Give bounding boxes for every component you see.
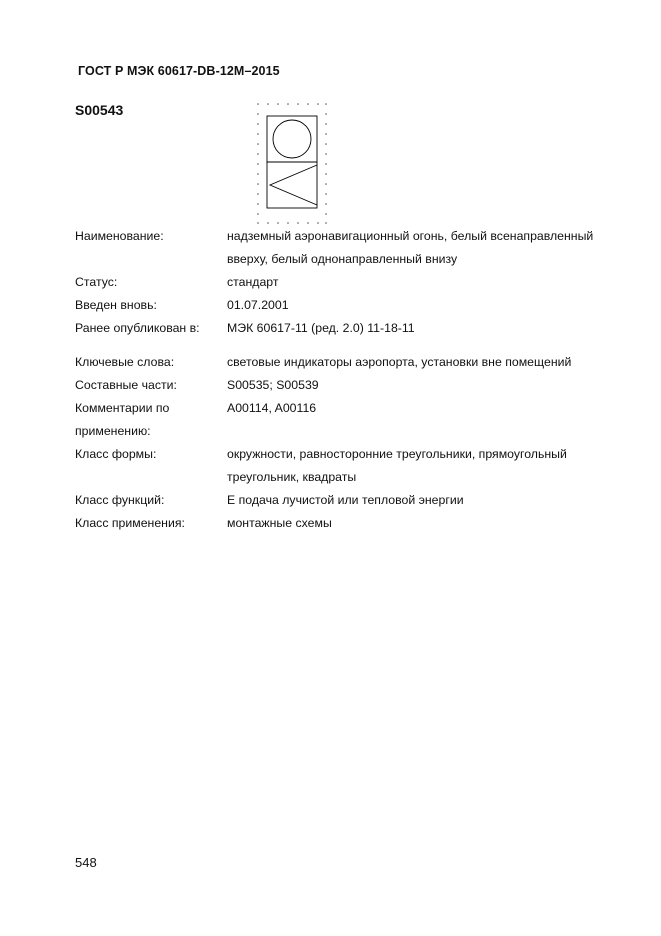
property-label: Статус: <box>75 275 118 289</box>
property-label: Класс формы: <box>75 447 157 461</box>
document-header: ГОСТ Р МЭК 60617-DB-12M–2015 <box>78 64 280 78</box>
property-value: S00535; S00539 <box>227 378 319 392</box>
property-row-shape-class <box>75 443 595 489</box>
grid-dots <box>257 103 327 224</box>
property-value: A00114, A00116 <box>227 401 317 415</box>
property-label: Ключевые слова: <box>75 355 175 369</box>
property-row-name <box>75 225 595 271</box>
property-label: Комментарии по применению: <box>75 401 170 438</box>
property-row-application-class <box>75 512 595 535</box>
unidirectional-triangle <box>270 165 317 205</box>
property-value: окружности, равносторонние треугольники, прямоугольный треугольник, квадраты <box>227 447 567 484</box>
property-row-introduced <box>75 294 595 317</box>
light-symbol <box>267 116 317 208</box>
lower-square <box>267 162 317 208</box>
property-row-components <box>75 374 595 397</box>
property-label: Класс применения: <box>75 516 185 530</box>
property-label: Наименование: <box>75 229 164 243</box>
property-value: световые индикаторы аэропорта, установки вне помещений <box>227 355 572 369</box>
property-value: стандарт <box>227 275 279 289</box>
property-value: монтажные схемы <box>227 516 332 530</box>
property-row-keywords <box>75 351 595 374</box>
omnidirectional-circle <box>273 120 311 158</box>
property-label: Введен вновь: <box>75 298 157 312</box>
property-row-status <box>75 271 595 294</box>
property-label: Класс функций: <box>75 493 165 507</box>
symbol-id: S00543 <box>75 102 124 118</box>
property-value: МЭК 60617-11 (ред. 2.0) 11-18-11 <box>227 321 415 335</box>
property-row-function-class <box>75 489 595 512</box>
property-label: Составные части: <box>75 378 177 392</box>
property-value: 01.07.2001 <box>227 298 289 312</box>
property-row-previously-published <box>75 317 595 340</box>
property-row-application-notes <box>75 397 595 443</box>
upper-square <box>267 116 317 162</box>
symbol-graphic <box>255 100 329 226</box>
page-number: 548 <box>75 855 97 870</box>
property-label: Ранее опубликован в: <box>75 321 200 335</box>
property-value: E подача лучистой или тепловой энергии <box>227 493 464 507</box>
property-value: надземный аэронавигационный огонь, белый всенаправленный вверху, белый однонаправленный внизу <box>227 229 594 266</box>
properties-table <box>75 225 595 535</box>
